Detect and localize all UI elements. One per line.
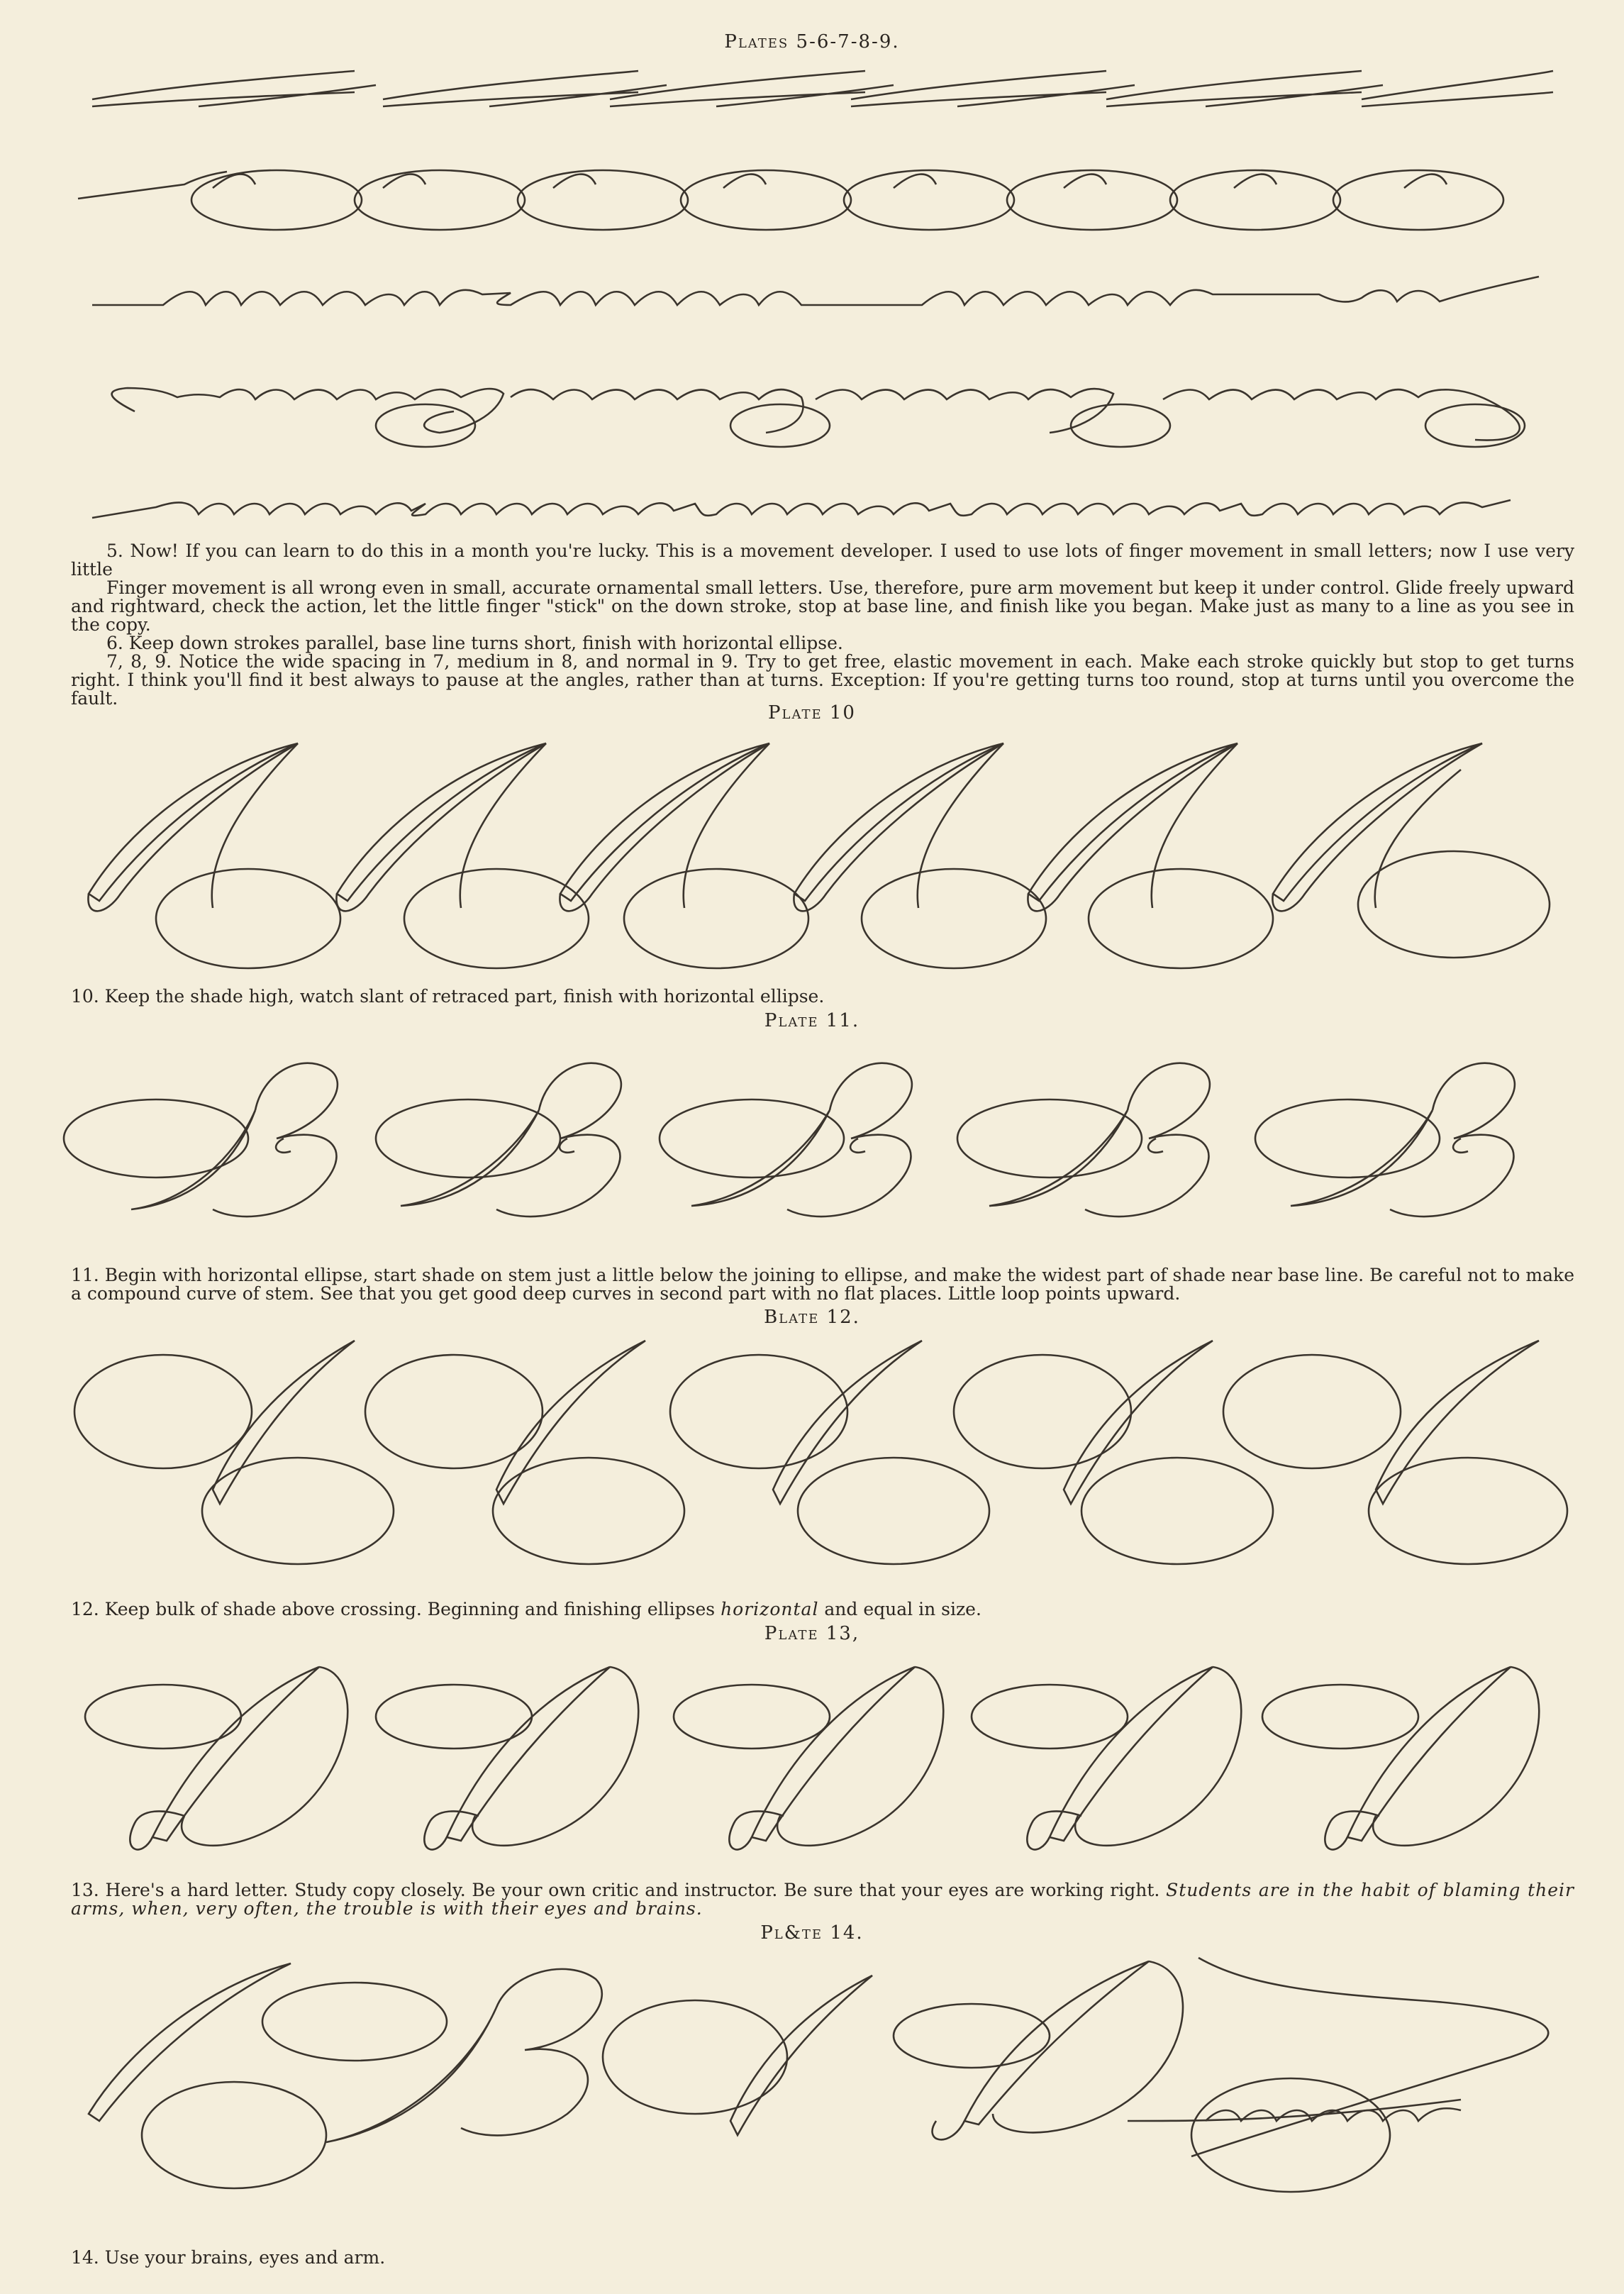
letter-c-3 [670,1341,989,1564]
instruction-12-text: 12. Keep bulk of shade above crossing. Beginning and finishing ellipses [71,1599,721,1619]
flourish [1128,1958,1548,2192]
plate-8-winnow-row [0,372,1624,450]
letter-b-5 [1255,1063,1515,1217]
letter-a-4 [794,743,1046,968]
heading-plate-14: Pl&te 14. [760,1922,864,1944]
letter-a-5 [1028,743,1273,968]
instruction-5-continued: Finger movement is all wrong even in small, accurate ornamental small letters. Use, therefore, pure arm movement but keep it under control. Glide freely upward and rightward, check the action, let the little finger "stick" on the down stroke, stop at base line, and finish like you began. Make just as many to a line as you see in the copy. [71,577,1574,635]
letter-d-3 [674,1667,943,1849]
heading-plates-5-9: Plates 5-6-7-8-9. [724,31,900,52]
heading-plate-12: Blate 12. [764,1307,860,1328]
letter-c-2 [365,1341,684,1564]
drill-row-5 [92,71,1553,106]
heading-plate-11: Plate 11. [764,1010,860,1031]
letter-b-4 [957,1063,1210,1217]
plate-6-drill [0,156,1624,255]
instruction-13-emphasis: Students are in the habit of blaming their arms, when, very often, the trouble is with their eyes and brains. [71,1880,1574,1919]
plate-9-winnow-row [0,486,1624,528]
letter-b-3 [660,1063,912,1217]
instruction-12-text-end: and equal in size. [818,1599,981,1619]
letter-c-4 [954,1341,1273,1564]
letter-a-6 [1272,743,1550,958]
letter-d-1 [85,1667,347,1849]
plate-7-winnow-row [0,273,1624,316]
instruction-10: 10. Keep the shade high, watch slant of retraced part, finish with horizontal ellipse. [71,986,825,1007]
instruction-5: 5. Now! If you can learn to do this in a month you're lucky. This is a movement developer. I used to use lots of finger movement in small letters; now I use very little [71,541,1574,580]
letter-d-combined [894,1961,1183,2139]
letter-a-2 [336,743,589,968]
instruction-12 [71,1600,1574,1619]
plate-12-capital-c [0,1326,1624,1596]
heading-plate-13: Plate 13, [764,1623,860,1644]
letter-a-3 [560,743,808,968]
letter-b-1 [64,1063,338,1217]
letter-d-4 [972,1667,1241,1849]
instruction-13 [71,1881,1574,1918]
letter-a-1 [88,743,340,968]
plate-5-drill [0,57,1624,128]
letter-c-combined [603,1976,872,2135]
letter-c-5 [1223,1341,1567,1564]
letter-a-combined [89,1963,326,2188]
instruction-11: 11. Begin with horizontal ellipse, start shade on stem just a little below the joining to ellipse, and make the widest part of shade near base line. Be careful not to make a compound curve of stem. See that you get good deep curves in second part with no flat places. Little loop points upward. [71,1265,1574,1304]
letter-b-combined [262,1969,602,2142]
letter-c-1 [74,1341,394,1564]
letter-d-2 [376,1667,638,1849]
instruction-14: 14. Use your brains, eyes and arm. [71,2247,386,2268]
instruction-7-8-9: 7, 8, 9. Notice the wide spacing in 7, medium in 8, and normal in 9. Try to get free, elastic movement in each. Make each stroke quickly but stop to get turns right. I think you'll find it best always to pause at the angles, rather than at turns. Exception: If you're getting turns too round, stop at turns until you overcome the fault. [71,651,1574,709]
plate-14-combination [0,1944,1624,2213]
instruction-13-text: 13. Here's a hard letter. Study copy closely. Be your own critic and instructor. Be sure that your eyes are working right. [71,1880,1167,1900]
instruction-12-emphasis: horizontal [721,1599,819,1619]
instruction-6: 6. Keep down strokes parallel, base line turns short, finish with horizontal ellipse. [106,633,843,653]
letter-b-2 [376,1063,621,1217]
plate-13-capital-d [0,1646,1624,1880]
plate-11-capital-b [0,1032,1624,1266]
letter-d-5 [1262,1667,1539,1849]
instructions-plates-5-9 [71,542,1574,708]
plate-10-capital-a [0,724,1624,979]
heading-plate-10: Plate 10 [768,702,856,724]
